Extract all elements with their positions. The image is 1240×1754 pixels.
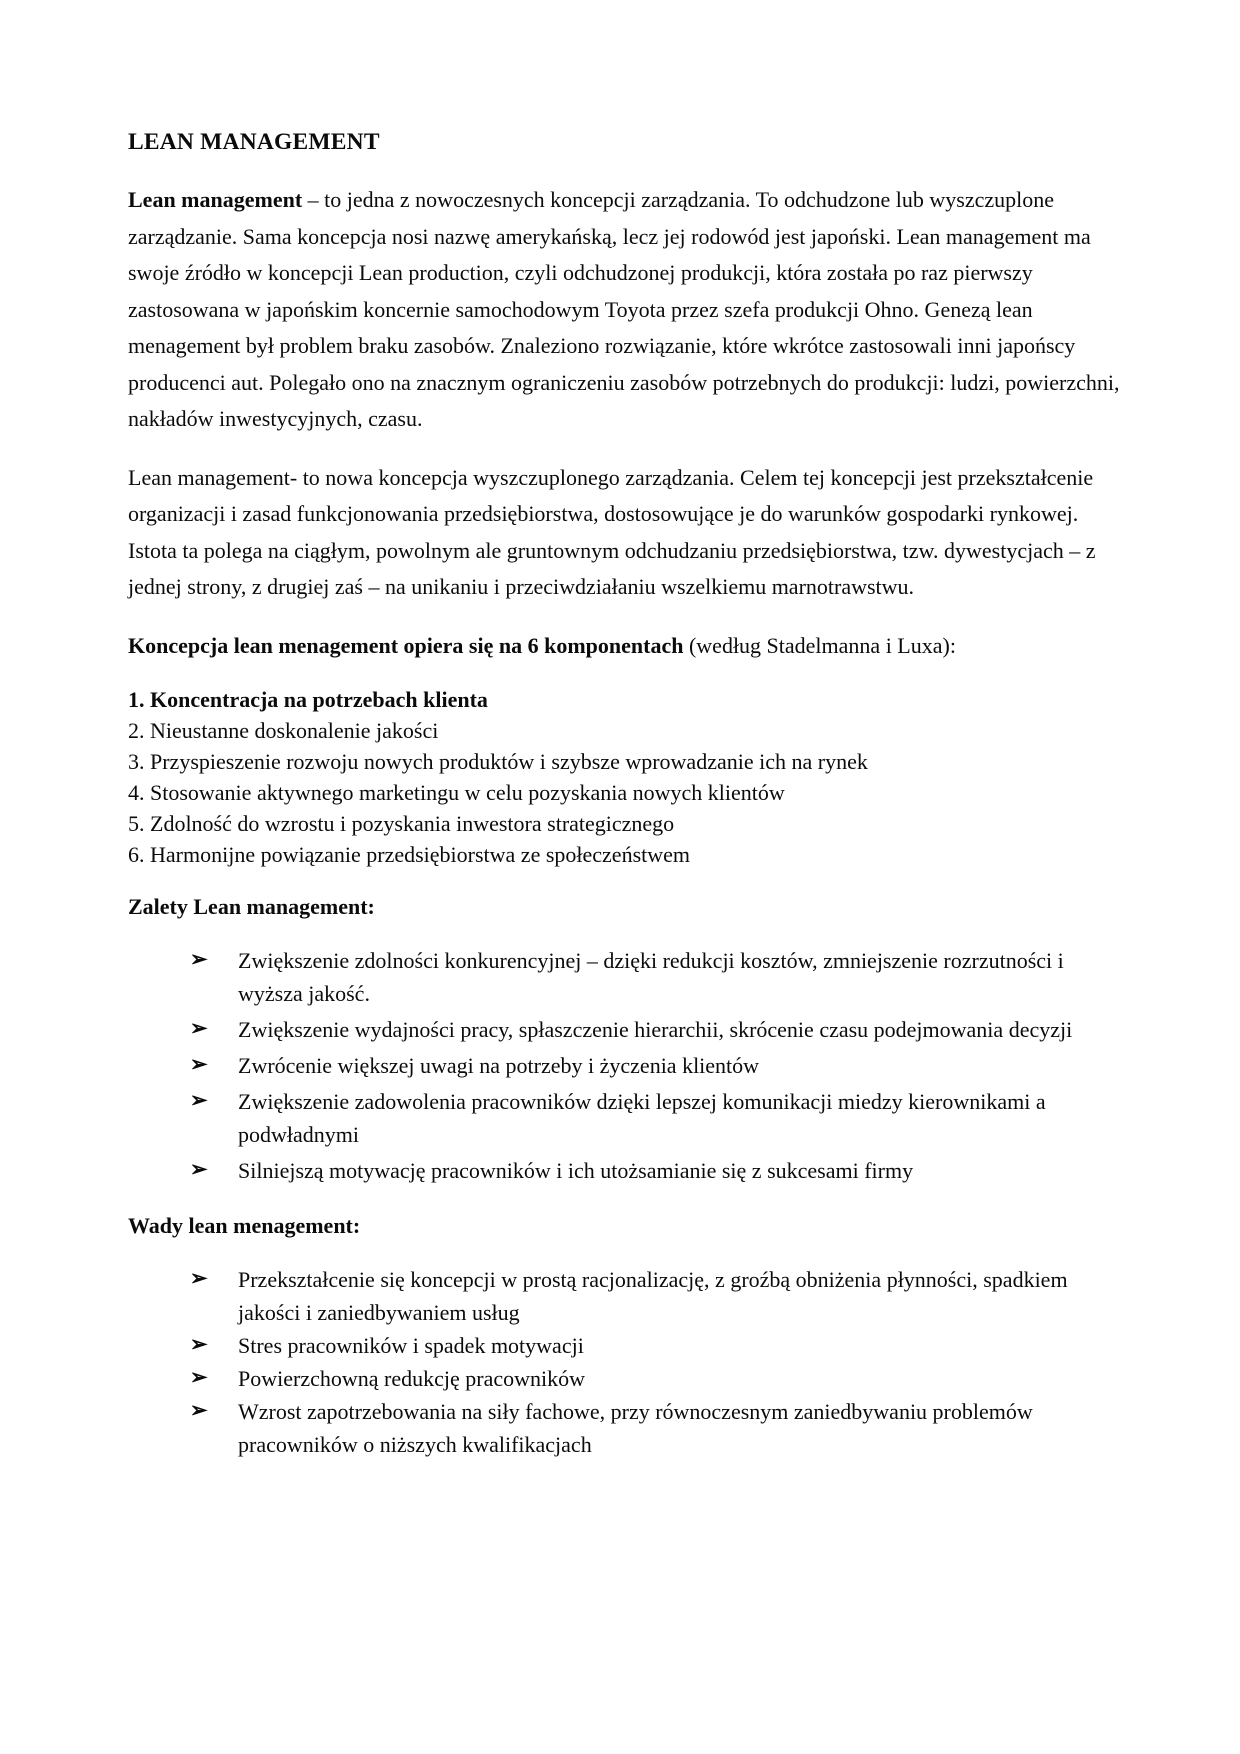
list-item-label: Przekształcenie się koncepcji w prostą racjonalizację, z groźbą obniżenia płynności, spadkiem jakości i zaniedbywaniem usług: [238, 1266, 1068, 1325]
list-item-label: Zwrócenie większej uwagi na potrzeby i życzenia klientów: [238, 1052, 760, 1078]
paragraph-definition-text: – to jedna z nowoczesnych koncepcji zarządzania. To odchudzone lub wyszczuplone zarządzanie. Sama koncepcja nosi nazwę amerykańską, lecz jej rodowód jest japoński. Lean management ma swoje źródło w koncepcji Lean production, czyli odchudzonej produkcji, która została po raz pierwszy zastosowana w japońskim koncernie samochodowym Toyota przez szefa produkcji Ohno. Genezą lean menagement był problem braku zasobów. Znaleziono rozwiązanie, które wkrótce zastosowali inni japońscy producenci aut. Polegało ono na znacznym ograniczeniu zasobów potrzebnych do produkcji: ludzi, powierzchni, nakładów inwestycyjnych, czasu.: [128, 187, 1120, 432]
paragraph-definition: [128, 182, 1122, 438]
list-item: 4. Stosowanie aktywnego marketingu w celu pozyskania nowych klientów: [128, 779, 785, 805]
advantages-heading: Zalety Lean management:: [128, 893, 375, 919]
components-heading: [128, 628, 1122, 664]
page-title: LEAN MANAGEMENT: [128, 129, 380, 155]
list-item-label: Wzrost zapotrzebowania na siły fachowe, przy równoczesnym zaniedbywaniu problemów pracowników o niższych kwalifikacjach: [238, 1398, 1033, 1457]
advantages-list: [128, 944, 1122, 1187]
list-item: [190, 1049, 1108, 1082]
list-item: [190, 1013, 1108, 1046]
arrow-bullet-icon: ➢: [190, 1051, 208, 1076]
arrow-bullet-icon: ➢: [190, 1087, 208, 1112]
list-item-label: Zwiększenie zdolności konkurencyjnej – dzięki redukcji kosztów, zmniejszenie rozrzutności i wyższa jakość.: [238, 947, 1064, 1006]
components-heading-bold: Koncepcja lean menagement opiera się na 6 komponentach: [128, 632, 684, 658]
list-item: [190, 944, 1108, 1010]
arrow-bullet-icon: ➢: [190, 1397, 208, 1422]
list-item: [190, 1362, 1108, 1395]
arrow-bullet-icon: ➢: [190, 1156, 208, 1181]
paragraph-lead-term: Lean management: [128, 187, 303, 213]
components-heading-source: (według Stadelmanna i Luxa):: [683, 632, 956, 658]
list-item: 3. Przyspieszenie rozwoju nowych produktów i szybsze wprowadzanie ich na rynek: [128, 748, 868, 774]
list-item: 6. Harmonijne powiązanie przedsiębiorstwa ze społeczeństwem: [128, 841, 691, 867]
list-item-label: Powierzchowną redukcję pracowników: [238, 1365, 585, 1391]
arrow-bullet-icon: ➢: [190, 1364, 208, 1389]
list-item: 2. Nieustanne doskonalenie jakości: [128, 717, 439, 743]
list-item-label: Stres pracowników i spadek motywacji: [238, 1332, 584, 1358]
arrow-bullet-icon: ➢: [190, 1265, 208, 1290]
arrow-bullet-icon: ➢: [190, 946, 208, 971]
arrow-bullet-icon: ➢: [190, 1331, 208, 1356]
list-item: [190, 1329, 1108, 1362]
disadvantages-list: [128, 1263, 1122, 1461]
list-item: [190, 1154, 1108, 1187]
list-item: [190, 1085, 1108, 1151]
list-item: 5. Zdolność do wzrostu i pozyskania inwestora strategicznego: [128, 810, 675, 836]
arrow-bullet-icon: ➢: [190, 1015, 208, 1040]
list-item-label: Silniejszą motywację pracowników i ich utożsamianie się z sukcesami firmy: [238, 1157, 914, 1183]
components-list: [128, 684, 1122, 870]
list-item: 1. Koncentracja na potrzebach klienta: [128, 686, 488, 712]
disadvantages-heading: Wady lean menagement:: [128, 1212, 361, 1238]
list-item-label: Zwiększenie zadowolenia pracowników dzięki lepszej komunikacji miedzy kierownikami a podwładnymi: [238, 1088, 1046, 1147]
list-item: [190, 1395, 1108, 1461]
list-item: [190, 1263, 1108, 1329]
paragraph-concept: Lean management- to nowa koncepcja wyszczuplonego zarządzania. Celem tej koncepcji jest przekształcenie organizacji i zasad funkcjonowania przedsiębiorstwa, dostosowujące je do warunków gospodarki rynkowej. Istota ta polega na ciągłym, powolnym ale gruntownym odchudzaniu przedsiębiorstwa, tzw. dywestycjach – z jednej strony, z drugiej zaś – na unikaniu i przeciwdziałaniu wszelkiemu marnotrawstwu.: [128, 464, 1096, 600]
list-item-label: Zwiększenie wydajności pracy, spłaszczenie hierarchii, skrócenie czasu podejmowania decyzji: [238, 1016, 1073, 1042]
